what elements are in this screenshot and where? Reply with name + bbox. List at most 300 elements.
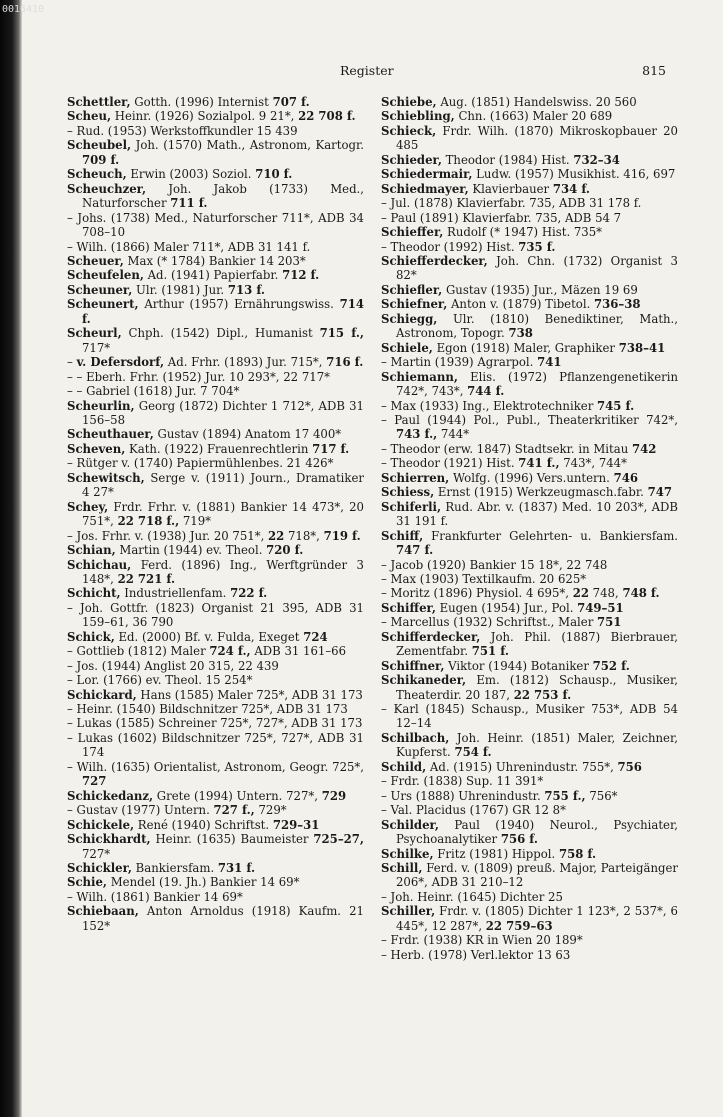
- index-entry: [381, 95, 678, 109]
- running-title: Register: [340, 63, 394, 78]
- entry-text: Elis. (1972) Pflanzengenetikerin 742*, 743*,: [396, 369, 678, 399]
- index-entry: [67, 904, 364, 933]
- entry-bold-text: Scheubel,: [67, 138, 132, 153]
- entry-text: – Johs. (1738) Med., Naturforscher 711*, ADB 34 708–10: [67, 210, 364, 240]
- index-entry: [67, 558, 364, 587]
- entry-text: 719*: [179, 514, 212, 529]
- index-entry: [67, 355, 364, 369]
- entry-bold-text: 734 f.: [552, 181, 591, 196]
- entry-text: Industriellenfam.: [120, 586, 231, 601]
- entry-bold-text: Schierren,: [381, 470, 450, 485]
- entry-text: – Theodor (1921) Hist.: [381, 456, 519, 471]
- entry-text: Klavierbauer: [468, 181, 553, 196]
- index-entry: [381, 760, 678, 774]
- entry-bold-text: 741: [537, 355, 562, 370]
- entry-text: Ad. Frhr. (1893) Jur. 715*,: [164, 355, 327, 370]
- index-entry: [381, 341, 678, 355]
- entry-text: – Lukas (1585) Schreiner 725*, 727*, ADB 31 173: [67, 716, 363, 731]
- index-entry: [67, 124, 364, 138]
- index-entry: [67, 283, 364, 297]
- entry-bold-text: 736–38: [594, 297, 641, 312]
- entry-bold-text: 722 f.: [230, 586, 268, 601]
- index-entry: [67, 529, 364, 543]
- entry-text: Joh. Phil. (1887) Bierbrauer, Zementfabr.: [396, 629, 678, 659]
- entry-text: – Heinr. (1540) Bildschnitzer 725*, ADB 31 173: [67, 702, 348, 717]
- entry-bold-text: Schiemann,: [381, 369, 458, 384]
- index-entry: [67, 268, 364, 282]
- entry-text: 729*: [254, 803, 287, 818]
- entry-bold-text: 709 f.: [82, 152, 120, 167]
- entry-text: Frdr. Wilh. (1870) Mikroskopbauer 20 485: [396, 123, 678, 153]
- entry-text: Aug. (1851) Handelswiss. 20 560: [436, 95, 637, 109]
- index-entry: [67, 586, 364, 600]
- entry-bold-text: Schiegg,: [381, 311, 438, 326]
- entry-bold-text: 743 f.,: [396, 427, 438, 442]
- entry-text: – – Eberh. Frhr. (1952) Jur. 10 293*, 22 717*: [67, 369, 330, 384]
- entry-bold-text: Schieffer,: [381, 225, 444, 240]
- entry-bold-text: 22 721 f.: [117, 571, 176, 586]
- entry-text: Hans (1585) Maler 725*, ADB 31 173: [136, 687, 363, 702]
- entry-bold-text: 713 f.: [227, 282, 266, 297]
- entry-text: – Val. Placidus (1767) GR 12 8*: [381, 803, 566, 818]
- entry-text: Bankiersfam.: [131, 861, 218, 876]
- entry-text: Frankfurter Gelehrten- u. Bankiersfam.: [423, 528, 678, 543]
- entry-text: Paul (1940) Neurol., Psychiater, Psychoanalytiker: [396, 817, 678, 847]
- entry-text: – Wilh. (1635) Orientalist, Astronom, Geogr. 725*,: [67, 759, 364, 774]
- entry-text: – Theodor (1992) Hist.: [381, 239, 519, 254]
- entry-text: Anton Arnoldus (1918) Kaufm. 21 152*: [82, 904, 364, 933]
- entry-text: Gotth. (1996) Internist: [130, 95, 273, 109]
- entry-bold-text: Schill,: [381, 861, 423, 876]
- entry-bold-text: 754 f.: [454, 745, 492, 760]
- entry-bold-text: 748 f.: [622, 586, 660, 601]
- index-entry: [67, 818, 364, 832]
- entry-bold-text: 22 718 f.,: [117, 514, 180, 529]
- index-entry: [67, 659, 364, 673]
- entry-text: Theodor (1984) Hist.: [441, 152, 574, 167]
- index-entry: [381, 399, 678, 413]
- entry-text: Grete (1994) Untern. 727*,: [153, 788, 322, 803]
- index-entry: [381, 803, 678, 817]
- index-entry: [381, 297, 678, 311]
- entry-text: Em. (1812) Schausp., Musiker, Theaterdir. 20 187,: [396, 673, 678, 702]
- entry-bold-text: Schieck,: [381, 123, 437, 138]
- index-entry: [67, 760, 364, 789]
- entry-text: – Paul (1944) Pol., Publ., Theaterkritiker 742*,: [381, 412, 678, 427]
- index-entry: [381, 659, 678, 673]
- entry-bold-text: Scheuthauer,: [67, 427, 154, 442]
- index-entry: [381, 933, 678, 947]
- entry-bold-text: 725–27,: [313, 832, 364, 847]
- entry-bold-text: Schie,: [67, 875, 107, 890]
- entry-text: Ferd. (1896) Ing., Werftgründer 3 148*,: [82, 557, 364, 586]
- entry-bold-text: Schiedermair,: [381, 167, 473, 182]
- entry-text: Georg (1872) Dichter 1 712*, ADB 31 156–58: [82, 398, 364, 427]
- entry-bold-text: 712 f.: [282, 268, 320, 283]
- entry-text: Max (* 1784) Bankier 14 203*: [123, 253, 306, 268]
- entry-text: – Karl (1845) Schausp., Musiker 753*, ADB 54 12–14: [381, 702, 678, 731]
- entry-bold-text: Schickler,: [67, 861, 132, 876]
- entry-text: – Gottlieb (1812) Maler: [67, 644, 210, 659]
- entry-bold-text: 751: [597, 615, 622, 630]
- index-entry: [67, 716, 364, 730]
- index-entry: [381, 861, 678, 890]
- index-entry: [67, 167, 364, 181]
- entry-text: – Wilh. (1866) Maler 711*, ADB 31 141 f.: [67, 239, 311, 254]
- entry-text: Martin (1944) ev. Theol.: [115, 543, 267, 558]
- entry-text: Ludw. (1957) Musikhist. 416, 697: [472, 167, 676, 182]
- book-binding-shadow: [0, 0, 22, 1117]
- entry-text: 748,: [588, 586, 623, 601]
- index-entry: [67, 890, 364, 904]
- entry-text: Arthur (1957) Ernährungswiss.: [138, 297, 340, 312]
- index-entry: [381, 586, 678, 600]
- index-entry: [67, 456, 364, 470]
- entry-text: – Frdr. (1838) Sup. 11 391*: [381, 774, 544, 789]
- index-entry: [381, 774, 678, 788]
- entry-text: Rudolf (* 1947) Hist. 735*: [443, 225, 603, 240]
- entry-text: Frdr. v. (1805) Dichter 1 123*, 2 537*, 6 445*, 12 287*,: [396, 904, 678, 933]
- entry-text: Joh. Jakob (1733) Med., Naturforscher: [82, 181, 364, 211]
- entry-text: – Jacob (1920) Bankier 15 18*, 22 748: [381, 557, 608, 572]
- entry-text: – Martin (1939) Agrarpol.: [381, 355, 538, 370]
- entry-bold-text: 731 f.: [217, 861, 256, 876]
- entry-bold-text: 22: [572, 586, 589, 601]
- index-entry: [67, 211, 364, 240]
- entry-bold-text: Schewitsch,: [67, 470, 145, 485]
- entry-bold-text: Schian,: [67, 543, 116, 558]
- index-entry: [381, 948, 678, 962]
- entry-text: – Max (1933) Ing., Elektrotechniker: [381, 398, 597, 413]
- index-entry: [381, 124, 678, 153]
- entry-bold-text: 729–31: [272, 817, 320, 832]
- page-number: 815: [642, 63, 666, 78]
- entry-text: Wolfg. (1996) Vers.untern.: [449, 470, 614, 485]
- entry-text: – Rütger v. (1740) Papiermühlenbes. 21 426*: [67, 456, 334, 471]
- entry-bold-text: 715 f.,: [319, 326, 365, 341]
- index-entry: [381, 240, 678, 254]
- index-entry: [67, 832, 364, 861]
- index-entry: [381, 312, 678, 341]
- entry-text: Rud. Abr. v. (1837) Med. 10 203*, ADB 31 191 f.: [396, 499, 678, 529]
- index-entry: [67, 601, 364, 630]
- right-index-column: [381, 95, 678, 962]
- entry-bold-text: Schickard,: [67, 687, 137, 702]
- entry-text: Anton v. (1879) Tibetol.: [447, 297, 594, 312]
- entry-bold-text: Schilder,: [381, 817, 439, 832]
- index-entry: [67, 95, 364, 109]
- entry-bold-text: 756: [617, 759, 642, 774]
- entry-text: Chph. (1542) Dipl., Humanist: [121, 326, 320, 341]
- entry-text: Erwin (2003) Soziol.: [126, 167, 256, 182]
- index-entry: [381, 167, 678, 181]
- entry-text: – Lukas (1602) Bildschnitzer 725*, 727*, ADB 31 174: [67, 730, 364, 760]
- entry-bold-text: Schiedmayer,: [381, 181, 469, 196]
- entry-bold-text: 738: [508, 326, 533, 341]
- entry-text: Mendel (19. Jh.) Bankier 14 69*: [107, 875, 300, 890]
- entry-text: 727*: [82, 846, 111, 861]
- entry-text: Serge v. (1911) Journ., Dramatiker 4 27*: [82, 470, 364, 500]
- entry-bold-text: Schickedanz,: [67, 788, 154, 803]
- entry-text: –: [67, 355, 77, 370]
- entry-text: Joh. Heinr. (1851) Maler, Zeichner, Kupferst.: [396, 730, 678, 760]
- entry-bold-text: 751 f.: [471, 644, 509, 659]
- entry-text: Ad. (1915) Uhrenindustr. 755*,: [426, 759, 618, 774]
- entry-text: 744*: [437, 427, 470, 442]
- entry-text: Ed. (2000) Bf. v. Fulda, Exeget: [114, 629, 304, 644]
- entry-bold-text: 752 f.: [592, 658, 630, 673]
- index-entry: [381, 370, 678, 399]
- entry-bold-text: Schickele,: [67, 817, 135, 832]
- entry-bold-text: 711 f.: [170, 196, 208, 211]
- index-entry: [67, 688, 364, 702]
- index-entry: [381, 601, 678, 615]
- index-entry: [67, 254, 364, 268]
- entry-bold-text: Schiebaan,: [67, 904, 139, 919]
- entry-text: Joh. Chn. (1732) Organist 3 82*: [396, 253, 678, 283]
- index-entry: [67, 803, 364, 817]
- entry-text: – Rud. (1953) Werkstoffkundler 15 439: [67, 123, 298, 138]
- entry-text: Ferd. v. (1809) preuß. Major, Parteigänger 206*, ADB 31 210–12: [396, 861, 678, 890]
- entry-bold-text: 719 f.: [323, 528, 361, 543]
- index-entry: [67, 442, 364, 456]
- index-entry: [381, 847, 678, 861]
- entry-text: ADB 31 161–66: [250, 644, 347, 659]
- entry-bold-text: Schiffer,: [381, 600, 436, 615]
- index-entry: [381, 904, 678, 933]
- entry-text: – Gustav (1977) Untern.: [67, 803, 214, 818]
- entry-bold-text: 716 f.: [326, 355, 364, 370]
- entry-text: – Joh. Heinr. (1645) Dichter 25: [381, 889, 563, 904]
- index-entry: [381, 789, 678, 803]
- entry-bold-text: 724 f.,: [209, 644, 251, 659]
- index-entry: [381, 485, 678, 499]
- index-entry: [67, 138, 364, 167]
- entry-bold-text: Schiff,: [381, 528, 424, 543]
- entry-bold-text: v. Defersdorf,: [76, 355, 165, 370]
- index-entry: [67, 399, 364, 428]
- entry-bold-text: 727: [82, 774, 107, 789]
- index-entry: [67, 543, 364, 557]
- entry-text: – Frdr. (1938) KR in Wien 20 189*: [381, 933, 583, 948]
- index-entry: [67, 370, 364, 384]
- index-entry: [381, 283, 678, 297]
- entry-text: 718*,: [284, 528, 324, 543]
- entry-text: – Max (1903) Textilkaufm. 20 625*: [381, 571, 587, 586]
- entry-bold-text: Schiess,: [381, 485, 435, 500]
- index-entry: [381, 471, 678, 485]
- index-entry: [381, 254, 678, 283]
- entry-bold-text: Scheunert,: [67, 297, 139, 312]
- entry-bold-text: Schiele,: [381, 340, 433, 355]
- entry-text: Heinr. (1926) Sozialpol. 9 21*,: [111, 109, 299, 124]
- entry-text: – Jul. (1878) Klavierfabr. 735, ADB 31 178 f.: [381, 196, 642, 211]
- entry-bold-text: 755 f.,: [544, 788, 586, 803]
- entry-bold-text: Schettler,: [67, 95, 131, 109]
- index-entry: [67, 109, 364, 123]
- entry-text: 743*, 744*: [559, 456, 627, 471]
- index-entry: [381, 442, 678, 456]
- index-entry: [381, 355, 678, 369]
- index-entry: [67, 731, 364, 760]
- index-entry: [67, 182, 364, 211]
- entry-text: Joh. (1570) Math., Astronom, Kartogr.: [131, 138, 364, 153]
- entry-bold-text: Schieder,: [381, 152, 442, 167]
- index-entry: [381, 890, 678, 904]
- index-entry: [67, 861, 364, 875]
- index-entry: [381, 572, 678, 586]
- index-entry: [381, 413, 678, 442]
- index-entry: [67, 702, 364, 716]
- entry-text: 756*: [585, 788, 618, 803]
- entry-text: Heinr. (1635) Baumeister: [150, 832, 314, 847]
- entry-text: Viktor (1944) Botaniker: [444, 658, 593, 673]
- entry-text: – Moritz (1896) Physiol. 4 695*,: [381, 586, 573, 601]
- index-entry: [381, 456, 678, 470]
- index-entry: [67, 875, 364, 889]
- index-entry: [381, 196, 678, 210]
- entry-bold-text: 724: [303, 629, 328, 644]
- entry-bold-text: Schiferli,: [381, 499, 442, 514]
- entry-bold-text: Schichau,: [67, 557, 132, 572]
- entry-bold-text: Schey,: [67, 499, 109, 514]
- entry-bold-text: Schilke,: [381, 846, 434, 861]
- entry-text: Fritz (1981) Hippol.: [433, 846, 559, 861]
- index-entry: [381, 818, 678, 847]
- entry-bold-text: 707 f.: [272, 95, 310, 109]
- entry-text: – Wilh. (1861) Bankier 14 69*: [67, 889, 243, 904]
- index-entry: [381, 153, 678, 167]
- entry-bold-text: Schicht,: [67, 586, 121, 601]
- entry-bold-text: 22 753 f.: [513, 687, 572, 702]
- scan-id-stamp: 0016410: [2, 4, 45, 15]
- index-entry: [67, 644, 364, 658]
- index-entry: [67, 240, 364, 254]
- entry-bold-text: 747: [647, 485, 672, 500]
- entry-text: Gustav (1935) Jur., Mäzen 19 69: [442, 282, 638, 297]
- index-entry: [67, 384, 364, 398]
- entry-bold-text: Schickhardt,: [67, 832, 151, 847]
- entry-bold-text: 745 f.: [597, 398, 635, 413]
- entry-bold-text: Schiefler,: [381, 282, 443, 297]
- entry-text: Eugen (1954) Jur., Pol.: [435, 600, 578, 615]
- entry-text: René (1940) Schriftst.: [134, 817, 273, 832]
- entry-bold-text: 746: [613, 470, 638, 485]
- index-entry: [67, 297, 364, 326]
- entry-text: Ulr. (1981) Jur.: [132, 282, 228, 297]
- entry-text: – Jos. Frhr. v. (1938) Jur. 20 751*,: [67, 528, 269, 543]
- entry-bold-text: Scheurlin,: [67, 398, 135, 413]
- index-entry: [381, 630, 678, 659]
- entry-text: – Jos. (1944) Anglist 20 315, 22 439: [67, 658, 279, 673]
- entry-bold-text: 749–51: [577, 600, 624, 615]
- entry-bold-text: Schiffner,: [381, 658, 445, 673]
- index-entry: [67, 427, 364, 441]
- entry-bold-text: 714 f.: [82, 297, 364, 326]
- entry-text: – – Gabriel (1618) Jur. 7 704*: [67, 384, 240, 399]
- entry-bold-text: Scheurl,: [67, 326, 122, 341]
- index-entry: [67, 673, 364, 687]
- index-entry: [381, 615, 678, 629]
- entry-bold-text: 741 f.,: [518, 456, 560, 471]
- entry-bold-text: 756 f.: [500, 832, 538, 847]
- entry-bold-text: 727 f.,: [213, 803, 255, 818]
- entry-bold-text: 720 f.: [266, 543, 304, 558]
- index-entry: [67, 471, 364, 500]
- entry-bold-text: Schiebe,: [381, 95, 437, 109]
- entry-bold-text: 22 708 f.: [298, 109, 356, 124]
- index-entry: [381, 211, 678, 225]
- entry-text: Ad. (1941) Papierfabr.: [143, 268, 283, 283]
- index-entry: [67, 326, 364, 355]
- index-entry: [381, 225, 678, 239]
- entry-bold-text: Scheufelen,: [67, 268, 144, 283]
- entry-bold-text: Scheven,: [67, 441, 126, 456]
- entry-bold-text: 744 f.: [467, 384, 505, 399]
- entry-bold-text: Schiller,: [381, 904, 436, 919]
- entry-bold-text: 710 f.: [255, 167, 293, 182]
- entry-bold-text: 22 759–63: [485, 918, 553, 933]
- entry-text: 717*: [82, 340, 111, 355]
- entry-bold-text: 732–34: [573, 152, 620, 167]
- entry-text: – Theodor (erw. 1847) Stadtsekr. in Mitau: [381, 441, 632, 456]
- entry-text: – Herb. (1978) Verl.lektor 13 63: [381, 947, 571, 962]
- entry-bold-text: Scheu,: [67, 109, 112, 124]
- index-entry: [381, 500, 678, 529]
- entry-text: Gustav (1894) Anatom 17 400*: [153, 427, 342, 442]
- entry-text: Egon (1918) Maler, Graphiker: [432, 340, 619, 355]
- entry-bold-text: 22: [268, 528, 285, 543]
- entry-text: Kath. (1922) Frauenrechtlerin: [125, 441, 313, 456]
- entry-bold-text: 729: [321, 788, 347, 803]
- entry-bold-text: 747 f.: [396, 543, 434, 558]
- entry-bold-text: Schiefner,: [381, 297, 448, 312]
- entry-text: Ulr. (1810) Benediktiner, Math., Astronom, Topogr.: [396, 311, 678, 341]
- index-entry: [67, 789, 364, 803]
- entry-text: Ernst (1915) Werkzeugmasch.fabr.: [434, 485, 648, 500]
- index-entry: [381, 558, 678, 572]
- entry-bold-text: Scheuer,: [67, 253, 124, 268]
- entry-bold-text: Scheuch,: [67, 167, 127, 182]
- entry-bold-text: 742: [631, 441, 657, 456]
- entry-text: – Joh. Gottfr. (1823) Organist 21 395, ADB 31 159–61, 36 790: [67, 600, 364, 630]
- entry-text: – Paul (1891) Klavierfabr. 735, ADB 54 7: [381, 210, 622, 225]
- entry-text: – Urs (1888) Uhrenindustr.: [381, 788, 545, 803]
- left-index-column: [67, 95, 364, 933]
- entry-text: Chn. (1663) Maler 20 689: [454, 109, 613, 124]
- entry-bold-text: Schilbach,: [381, 730, 450, 745]
- index-entry: [381, 731, 678, 760]
- entry-bold-text: Schikaneder,: [381, 673, 467, 688]
- entry-text: Frdr. Frhr. v. (1881) Bankier 14 473*, 20 751*,: [82, 499, 364, 529]
- entry-bold-text: Scheuchzer,: [67, 181, 147, 196]
- index-entry: [381, 529, 678, 558]
- index-entry: [381, 702, 678, 731]
- entry-bold-text: Schiefferdecker,: [381, 253, 488, 268]
- entry-bold-text: Schifferdecker,: [381, 629, 481, 644]
- entry-bold-text: Schiebling,: [381, 109, 455, 124]
- entry-bold-text: 735 f.: [518, 239, 556, 254]
- entry-bold-text: Scheuner,: [67, 282, 133, 297]
- index-entry: [67, 500, 364, 529]
- entry-bold-text: Schild,: [381, 759, 427, 774]
- entry-bold-text: 738–41: [618, 340, 666, 355]
- index-entry: [381, 109, 678, 123]
- index-entry: [381, 182, 678, 196]
- entry-text: – Marcellus (1932) Schriftst., Maler: [381, 615, 597, 630]
- entry-bold-text: 758 f.: [558, 846, 597, 861]
- index-entry: [67, 630, 364, 644]
